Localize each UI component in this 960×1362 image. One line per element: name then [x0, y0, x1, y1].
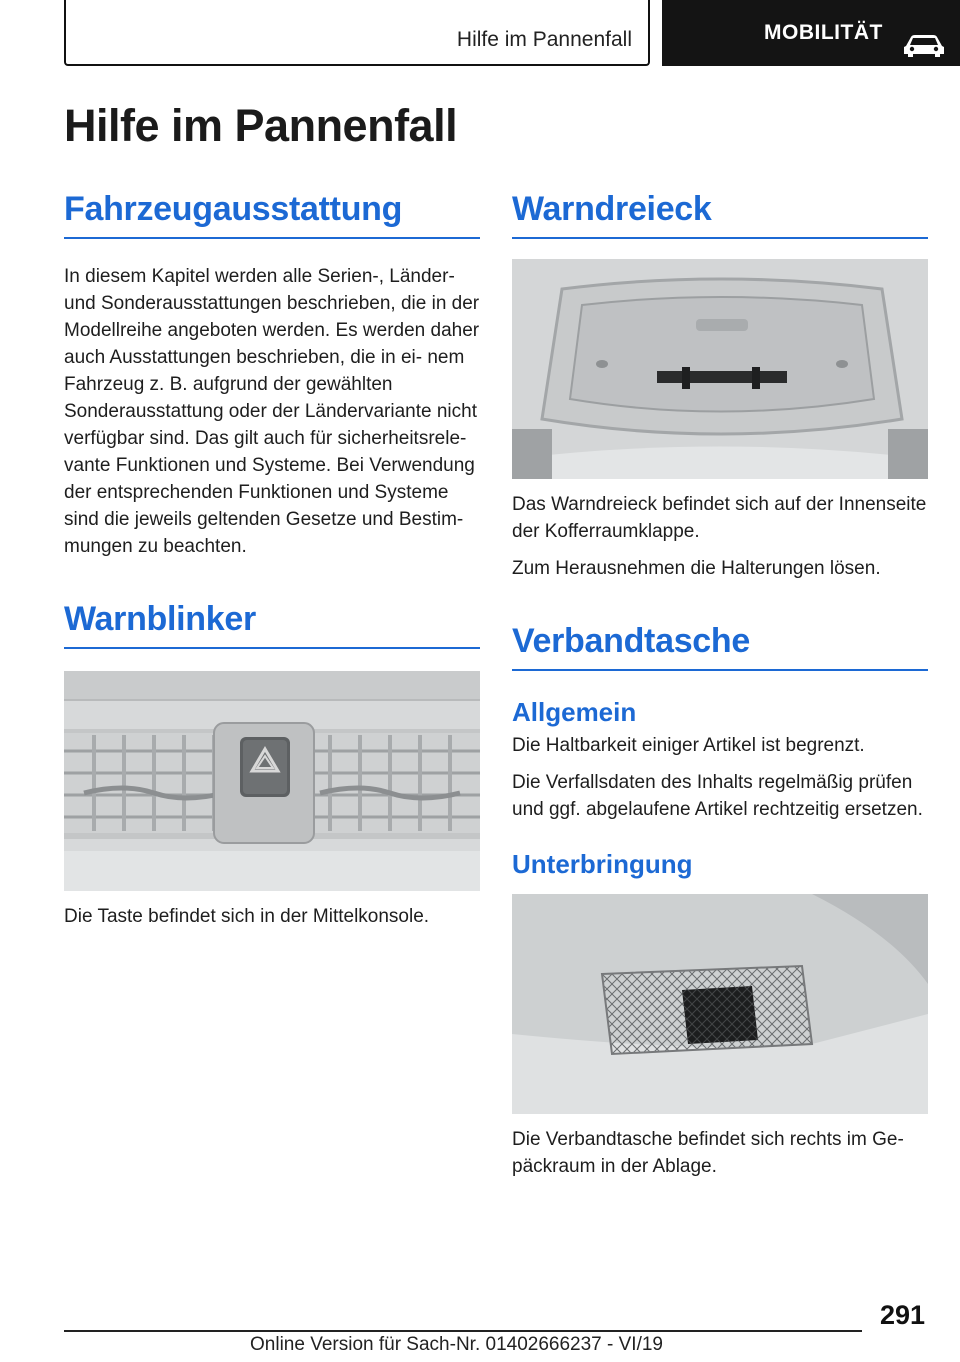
car-icon — [902, 32, 946, 58]
footer-divider — [64, 1330, 862, 1332]
heading-unterbringung: Unterbringung — [512, 849, 693, 879]
footer-online-version: Online Version für Sach-Nr. 01402666237 - VI/19 — [250, 1334, 663, 1355]
heading-fahrzeugausstattung: Fahrzeugausstattung — [64, 190, 480, 239]
caption-warndreieck-2: Zum Herausnehmen die Halterungen lösen. — [512, 558, 881, 579]
caption-warndreieck-1: Das Warndreieck befindet sich auf der Innenseite der Kofferraumklappe. — [512, 494, 927, 542]
right-column — [512, 190, 928, 1180]
text-fahrzeugausstattung: In diesem Kapitel werden alle Serien-, Länder- und Sonderausstattungen beschrieben, die in der Modellreihe angeboten werden. Es werden daher auch Ausstattungen beschrieben, die in ei- nem Fahrzeug z. B. aufgrund der gewählten Sonderausstattung oder der Ländervariante nicht verfügbar sind. Das gilt auch für sicherheitsrele- vante Funktionen und Systeme. Bei Verwendung der entsprechenden Funktionen und Systeme sind die jeweils geltenden Gesetze und Bestim- mungen zu beachten. — [64, 266, 480, 557]
caption-unterbringung: Die Verbandtasche befindet sich rechts im Ge- päckraum in der Ablage. — [512, 1129, 904, 1177]
left-column — [64, 190, 480, 930]
header-section-title: Hilfe im Pannenfall — [456, 28, 632, 51]
heading-verbandtasche: Verbandtasche — [512, 622, 928, 671]
text-allgemein-1: Die Haltbarkeit einiger Artikel ist begrenzt. — [512, 735, 865, 756]
image-storage-net — [512, 894, 928, 1114]
header-chapter-label: MOBILITÄT — [764, 21, 883, 44]
caption-warnblinker: Die Taste befindet sich in der Mittelkonsole. — [64, 906, 430, 927]
image-trunk-lid — [512, 259, 928, 479]
heading-allgemein: Allgemein — [512, 697, 637, 727]
image-hazard-button — [64, 671, 480, 891]
header-section-box — [64, 0, 650, 66]
page-title: Hilfe im Pannenfall — [64, 100, 458, 151]
heading-warnblinker: Warnblinker — [64, 600, 480, 649]
header-chapter-tab — [662, 0, 960, 66]
text-allgemein-2: Die Verfallsdaten des Inhalts regelmäßig prüfen und ggf. abgelaufene Artikel rechtzeitig ersetzen. — [512, 772, 923, 820]
heading-warndreieck: Warndreieck — [512, 190, 928, 239]
page-number: 291 — [880, 1300, 926, 1330]
